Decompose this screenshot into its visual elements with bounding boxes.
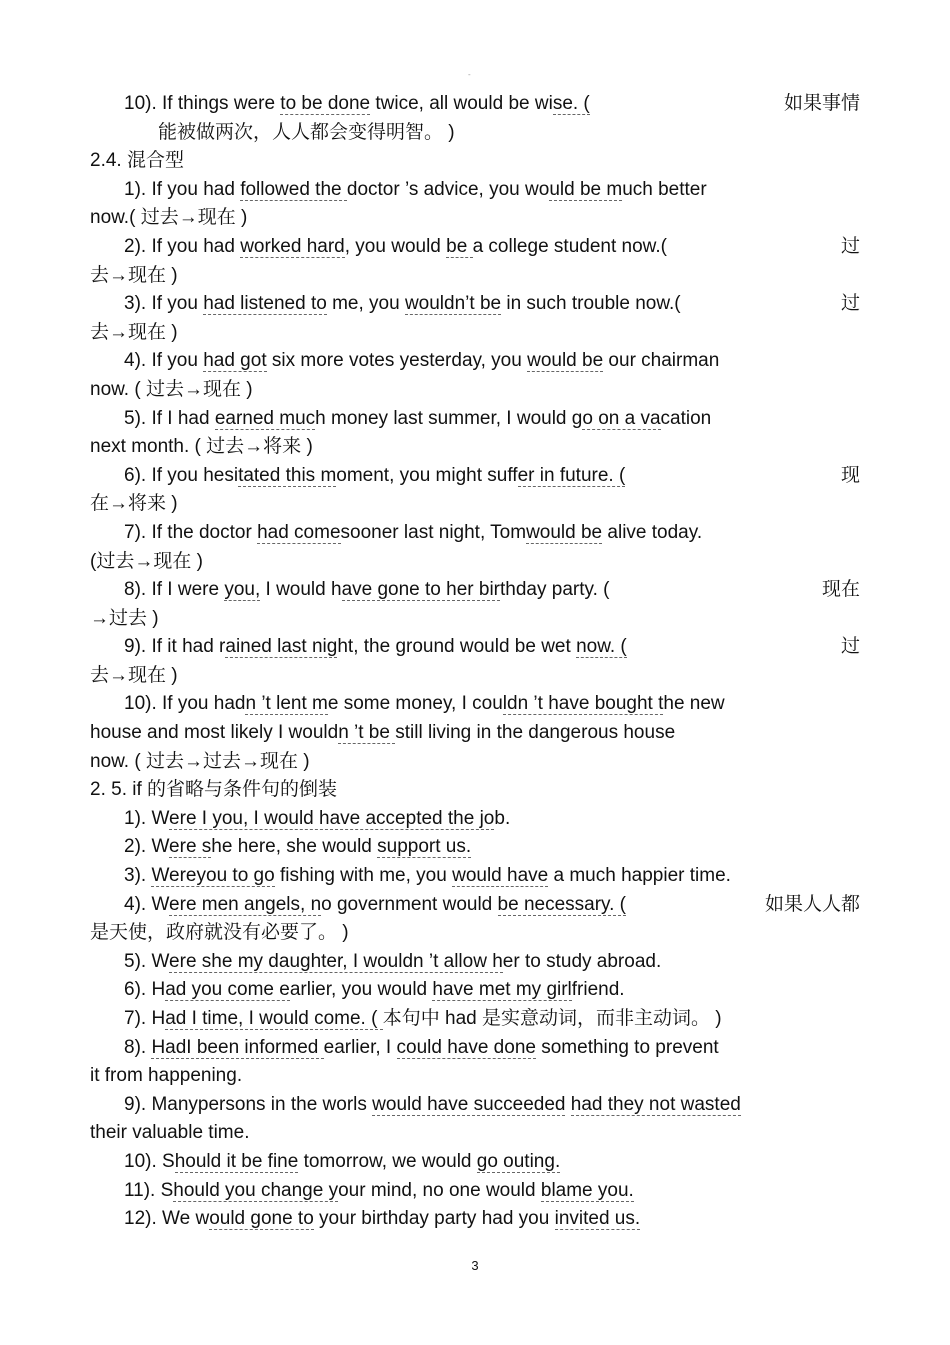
text: 3). If you bbox=[124, 293, 204, 315]
text: 5). If I had bbox=[124, 407, 215, 429]
text: uch better bbox=[622, 178, 707, 200]
text: arlier, you would bbox=[289, 979, 433, 1001]
text: oment, you might suff bbox=[336, 464, 518, 486]
text: earlier, I bbox=[323, 1036, 397, 1058]
s24-item-5 bbox=[90, 405, 860, 434]
underlined-text: ere s bbox=[169, 836, 212, 858]
underlined-text: n ’t be bbox=[338, 722, 396, 744]
section-heading-2-5: 2. 5. if 的省略与条件句的倒装 bbox=[90, 779, 338, 801]
text: alive today. bbox=[602, 521, 703, 543]
underlined-text: ere I you, I would have accepted the jo bbox=[169, 807, 495, 829]
s25-item-9-cont: their valuable time. bbox=[90, 1122, 250, 1144]
text bbox=[565, 1094, 570, 1115]
underlined-text: hould you change y bbox=[173, 1179, 339, 1201]
text: 过 bbox=[840, 235, 860, 257]
text: in such trouble now.( bbox=[501, 293, 681, 315]
text: your birthday party had you bbox=[313, 1208, 555, 1230]
s23-item-10-cont: 能被做两次，人人都会变得明智。 ) bbox=[158, 121, 455, 143]
s24-item-4-cont: now. ( 过去→现在 ) bbox=[90, 378, 253, 400]
underlined-text: had listened to bbox=[203, 293, 327, 315]
underlined-text: o on a va bbox=[582, 407, 661, 429]
s24-item-4 bbox=[90, 347, 860, 376]
text: 2). W bbox=[124, 836, 170, 858]
text: 过 bbox=[840, 293, 860, 315]
underlined-text: hould it be fine bbox=[174, 1150, 299, 1172]
underlined-text: ave gone to her bir bbox=[341, 579, 501, 601]
underlined-text: tated this m bbox=[238, 464, 337, 486]
text: a college student now.( bbox=[472, 235, 667, 257]
s24-item-5-cont: next month. ( 过去→将来 ) bbox=[90, 436, 313, 458]
s24-item-2 bbox=[90, 233, 860, 262]
underlined-text: wouldn’t be bbox=[404, 293, 502, 315]
underlined-text: would be bbox=[526, 521, 603, 543]
underlined-text: n ’t lent m bbox=[245, 693, 328, 715]
underlined-text: ad I time, I would come. ( bbox=[165, 1008, 383, 1029]
page-number: 3 bbox=[471, 1258, 479, 1273]
text: fishing with me, you bbox=[274, 865, 453, 887]
s24-item-9 bbox=[90, 633, 860, 662]
underlined-text: would have bbox=[452, 865, 549, 887]
text: ht, the ground would be wet bbox=[337, 636, 577, 658]
s25-item-9 bbox=[90, 1091, 860, 1120]
text: 4). W bbox=[124, 893, 170, 915]
text: 9). If it had r bbox=[124, 636, 226, 658]
s24-item-10-cont-1 bbox=[90, 719, 860, 748]
underlined-text: HadI been informed bbox=[151, 1036, 324, 1058]
header-dot: - bbox=[468, 70, 471, 79]
text: our mind, no one would bbox=[338, 1179, 541, 1201]
text: 7). H bbox=[124, 1008, 166, 1029]
s25-item-7 bbox=[90, 1005, 860, 1034]
s24-item-1 bbox=[90, 176, 860, 205]
text: 10). S bbox=[124, 1150, 175, 1172]
document-body bbox=[90, 90, 860, 1234]
translation-start: 如果事情 bbox=[783, 93, 860, 114]
s24-item-6-cont: 在→将来 ) bbox=[90, 493, 178, 515]
underlined-text: ained last nig bbox=[225, 636, 338, 658]
underlined-text: ould gone to bbox=[209, 1208, 314, 1230]
s24-item-3-cont: 去→现在 ) bbox=[90, 321, 178, 343]
text: 7). If the doctor bbox=[124, 521, 258, 543]
text: something to prevent bbox=[535, 1036, 719, 1058]
underlined-text: had come bbox=[257, 521, 341, 543]
s24-item-8-cont: →过去 ) bbox=[90, 607, 159, 629]
underlined-text: would have succeeded bbox=[372, 1093, 566, 1115]
underlined-text: followed the bbox=[240, 178, 347, 200]
s24-item-6 bbox=[90, 462, 860, 491]
text: doctor ’s advice, you wo bbox=[346, 178, 550, 200]
text: b. bbox=[494, 807, 511, 829]
s24-item-7-cont: (过去→现在 ) bbox=[90, 550, 203, 572]
text: 9). Manypersons in the worls bbox=[124, 1093, 373, 1115]
s25-item-8 bbox=[90, 1034, 860, 1063]
text: 现 bbox=[840, 464, 860, 486]
text: six more votes yesterday, you bbox=[266, 350, 528, 372]
s25-item-2 bbox=[90, 833, 860, 862]
underlined-text: ere she my daughter, I wouldn ’t allow h bbox=[169, 950, 503, 972]
s24-item-8 bbox=[90, 576, 860, 605]
s25-item-5 bbox=[90, 948, 860, 977]
text: 11). S bbox=[124, 1179, 174, 1201]
underlined-text: be bbox=[446, 235, 473, 257]
text: sooner last night, Tom bbox=[340, 521, 527, 543]
s25-item-12 bbox=[90, 1205, 860, 1234]
underlined-text: had they not wasted bbox=[570, 1093, 741, 1115]
text: he new bbox=[663, 693, 725, 715]
text: 本句中 had 是实意动词，而非主动词。 ) bbox=[382, 1008, 722, 1029]
s25-item-10 bbox=[90, 1148, 860, 1177]
text: 1). If you had bbox=[124, 178, 241, 200]
underlined-text: support us. bbox=[377, 836, 472, 858]
underlined-text: ere men angels, n bbox=[169, 893, 322, 915]
underlined-text: had got bbox=[203, 350, 267, 372]
text: 3). bbox=[124, 865, 152, 887]
text: a much happier time. bbox=[548, 865, 731, 887]
s24-item-7 bbox=[90, 519, 860, 548]
s24-item-9-cont: 去→现在 ) bbox=[90, 664, 178, 686]
s25-item-3 bbox=[90, 862, 860, 891]
text: cation bbox=[660, 407, 712, 429]
text: 12). We w bbox=[124, 1208, 210, 1230]
underlined-text: er in future. ( bbox=[517, 464, 626, 486]
text: e some money, I cou bbox=[327, 693, 503, 715]
text: tomorrow, we would bbox=[298, 1150, 477, 1172]
section-heading-2-4: 2.4. 混合型 bbox=[90, 150, 184, 172]
underlined-text: could have done bbox=[396, 1036, 536, 1058]
s24-item-10 bbox=[90, 690, 860, 719]
underlined-text: be necessary. ( bbox=[497, 893, 627, 915]
text: thday party. ( bbox=[500, 579, 610, 601]
text: , you would bbox=[344, 235, 447, 257]
underlined-text: uld be m bbox=[549, 178, 623, 200]
text: 6). H bbox=[124, 979, 166, 1001]
text: our chairman bbox=[603, 350, 720, 372]
underlined-text: invited us. bbox=[554, 1208, 641, 1230]
s23-item-10 bbox=[90, 90, 860, 119]
text: he here, she would bbox=[211, 836, 378, 858]
text: I would h bbox=[260, 579, 342, 601]
s25-item-11 bbox=[90, 1177, 860, 1206]
text: house and most likely I would bbox=[90, 722, 339, 744]
s24-item-1-cont: now.( 过去→现在 ) bbox=[90, 207, 248, 229]
underlined-text: you, bbox=[224, 579, 261, 601]
s24-item-2-cont: 去→现在 ) bbox=[90, 264, 178, 286]
underlined-text: ldn ’t have bought t bbox=[502, 693, 664, 715]
underlined-text: se. ( bbox=[552, 93, 590, 114]
text: friend. bbox=[571, 979, 625, 1001]
text: 现在 bbox=[821, 579, 860, 601]
text: h money last summer, I would g bbox=[315, 407, 583, 429]
underlined-text: have met my girl bbox=[432, 979, 572, 1001]
underlined-text: go outing. bbox=[476, 1150, 561, 1172]
underlined-text: now. ( bbox=[576, 636, 627, 658]
text: 4). If you bbox=[124, 350, 204, 372]
underlined-text: Wereyou to go bbox=[151, 865, 275, 887]
text: twice, all would be wi bbox=[370, 93, 553, 114]
text: 2). If you had bbox=[124, 235, 241, 257]
underlined-text: earned muc bbox=[214, 407, 316, 429]
text: 6). If you hesi bbox=[124, 464, 239, 486]
s25-item-1 bbox=[90, 805, 860, 834]
underlined-text: blame you. bbox=[540, 1179, 634, 1201]
text: er to study abroad. bbox=[502, 950, 662, 972]
text: 10). If things were bbox=[124, 93, 281, 114]
text: 10). If you had bbox=[124, 693, 246, 715]
underlined-text: to be done bbox=[280, 93, 371, 114]
s25-item-6 bbox=[90, 976, 860, 1005]
text: 8). If I were bbox=[124, 579, 225, 601]
s25-item-4-cont: 是天使，政府就没有必要了。 ) bbox=[90, 922, 349, 944]
text: 1). W bbox=[124, 807, 170, 829]
text: 5). W bbox=[124, 950, 170, 972]
text: o government would bbox=[321, 893, 498, 915]
text: 如果人人都 bbox=[764, 893, 860, 915]
underlined-text: would be bbox=[527, 350, 604, 372]
s25-item-4 bbox=[90, 891, 860, 920]
text: still living in the dangerous house bbox=[395, 722, 676, 744]
s25-item-8-cont: it from happening. bbox=[90, 1065, 243, 1087]
s24-item-10-cont-2: now. ( 过去→过去→现在 ) bbox=[90, 750, 310, 772]
text: me, you bbox=[326, 293, 405, 315]
s24-item-3 bbox=[90, 290, 860, 319]
underlined-text: worked hard bbox=[240, 235, 345, 257]
text: 8). bbox=[124, 1036, 152, 1058]
text: 过 bbox=[840, 636, 860, 658]
underlined-text: ad you come e bbox=[165, 979, 290, 1001]
